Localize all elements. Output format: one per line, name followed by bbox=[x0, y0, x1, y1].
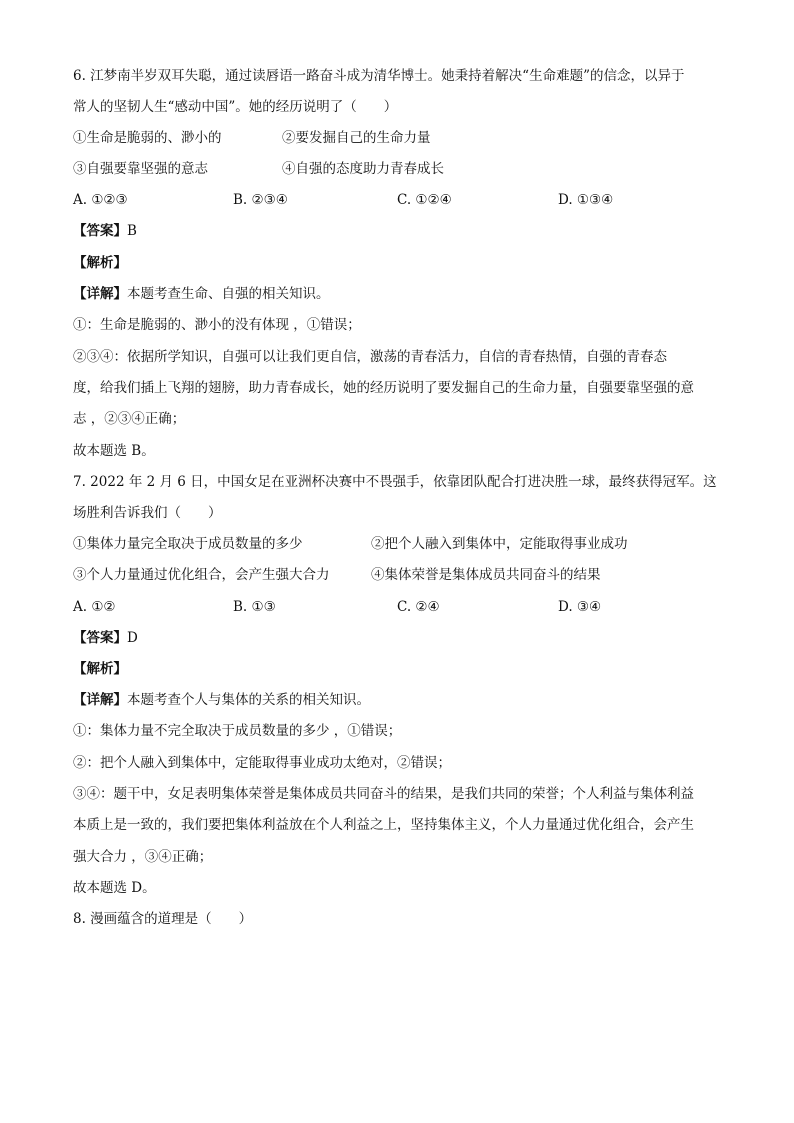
q6-answer: B bbox=[127, 223, 137, 239]
q6-stem-line2: 常人的坚韧人生“感动中国”。她的经历说明了（ ） bbox=[73, 99, 398, 115]
q8-stem: 8. 漫画蕴含的道理是（ ） bbox=[73, 911, 253, 927]
q6-option-a: A. ①②③ bbox=[73, 192, 128, 208]
q7-option-a: A. ①② bbox=[73, 599, 116, 615]
q6-explanation-2a: ②③④：依据所学知识，自强可以让我们更自信，激荡的青春活力，自信的青春热情，自强的青春态 bbox=[73, 349, 667, 365]
answer-tag: 【答案】 bbox=[73, 223, 127, 239]
detail-tag: 【详解】 bbox=[73, 286, 127, 302]
q6-answer-line bbox=[73, 221, 734, 241]
analysis-tag: 【解析】 bbox=[73, 661, 127, 677]
q7-detail-line bbox=[73, 690, 734, 710]
q6-statement-2: ②要发掘自己的生命力量 bbox=[282, 130, 431, 146]
detail-tag: 【详解】 bbox=[73, 692, 127, 708]
q7-statement-4: ④集体荣誉是集体成员共同奋斗的结果 bbox=[371, 567, 601, 583]
analysis-tag: 【解析】 bbox=[73, 255, 127, 271]
q6-stem-line1: 6. 江梦南半岁双耳失聪，通过读唇语一路奋斗成为清华博士。她秉持着解决“生命难题”的信念，以异于 bbox=[73, 68, 685, 84]
q7-stem-line2: 场胜利告诉我们（ ） bbox=[73, 505, 222, 521]
q7-explanation-3c: 强大合力 ，③④正确； bbox=[73, 849, 213, 865]
q7-stem-line1: 7. 2022 年 2 月 6 日，中国女足在亚洲杯决赛中不畏强手，依靠团队配合打进决胜一球，最终获得冠军。这 bbox=[73, 474, 717, 490]
q7-explanation-3b: 本质上是一致的，我们要把集体利益放在个人利益之上，坚持集体主义，个人力量通过优化组合，会产生 bbox=[73, 817, 694, 833]
q7-conclusion: 故本题选 D。 bbox=[73, 880, 156, 896]
q7-statement-1: ①集体力量完全取决于成员数量的多少 bbox=[73, 536, 303, 552]
q6-option-c: C. ①②④ bbox=[397, 192, 452, 208]
q7-explanation-1: ①：集体力量不完全取决于成员数量的多少 ，①错误； bbox=[73, 723, 402, 739]
q6-detail-text: 本题考查生命、自强的相关知识。 bbox=[127, 286, 330, 302]
q7-option-c: C. ②④ bbox=[397, 599, 440, 615]
q6-option-d: D. ①③④ bbox=[558, 192, 614, 208]
q7-statement-3: ③个人力量通过优化组合，会产生强大合力 bbox=[73, 567, 330, 583]
q6-statement-3: ③自强要靠坚强的意志 bbox=[73, 161, 208, 177]
q7-statement-2: ②把个人融入到集体中，定能取得事业成功 bbox=[371, 536, 628, 552]
q7-option-b: B. ①③ bbox=[233, 599, 276, 615]
q7-explanation-2: ②：把个人融入到集体中，定能取得事业成功太绝对，②错误； bbox=[73, 755, 451, 771]
q7-detail-text: 本题考查个人与集体的关系的相关知识。 bbox=[127, 692, 370, 708]
q7-answer-line bbox=[73, 628, 734, 648]
q7-answer: D bbox=[127, 630, 138, 646]
q6-conclusion: 故本题选 B。 bbox=[73, 443, 155, 459]
q6-explanation-1: ①：生命是脆弱的、渺小的没有体现 ，①错误； bbox=[73, 317, 361, 333]
q6-statement-4: ④自强的态度助力青春成长 bbox=[282, 161, 444, 177]
q6-explanation-2c: 志 ，②③④正确； bbox=[73, 411, 186, 427]
q7-option-d: D. ③④ bbox=[558, 599, 602, 615]
answer-tag: 【答案】 bbox=[73, 630, 127, 646]
q6-analysis-tag bbox=[73, 253, 734, 273]
q6-detail-line bbox=[73, 284, 734, 304]
q6-option-b: B. ②③④ bbox=[233, 192, 288, 208]
q6-statement-1: ①生命是脆弱的、渺小的 bbox=[73, 130, 222, 146]
q7-analysis-tag bbox=[73, 659, 734, 679]
q6-explanation-2b: 度，给我们插上飞翔的翅膀，助力青春成长，她的经历说明了要发掘自己的生命力量，自强要靠坚强的意 bbox=[73, 380, 694, 396]
q7-explanation-3a: ③④：题干中，女足表明集体荣誉是集体成员共同奋斗的结果，是我们共同的荣誉；个人利益与集体利益 bbox=[73, 786, 694, 802]
